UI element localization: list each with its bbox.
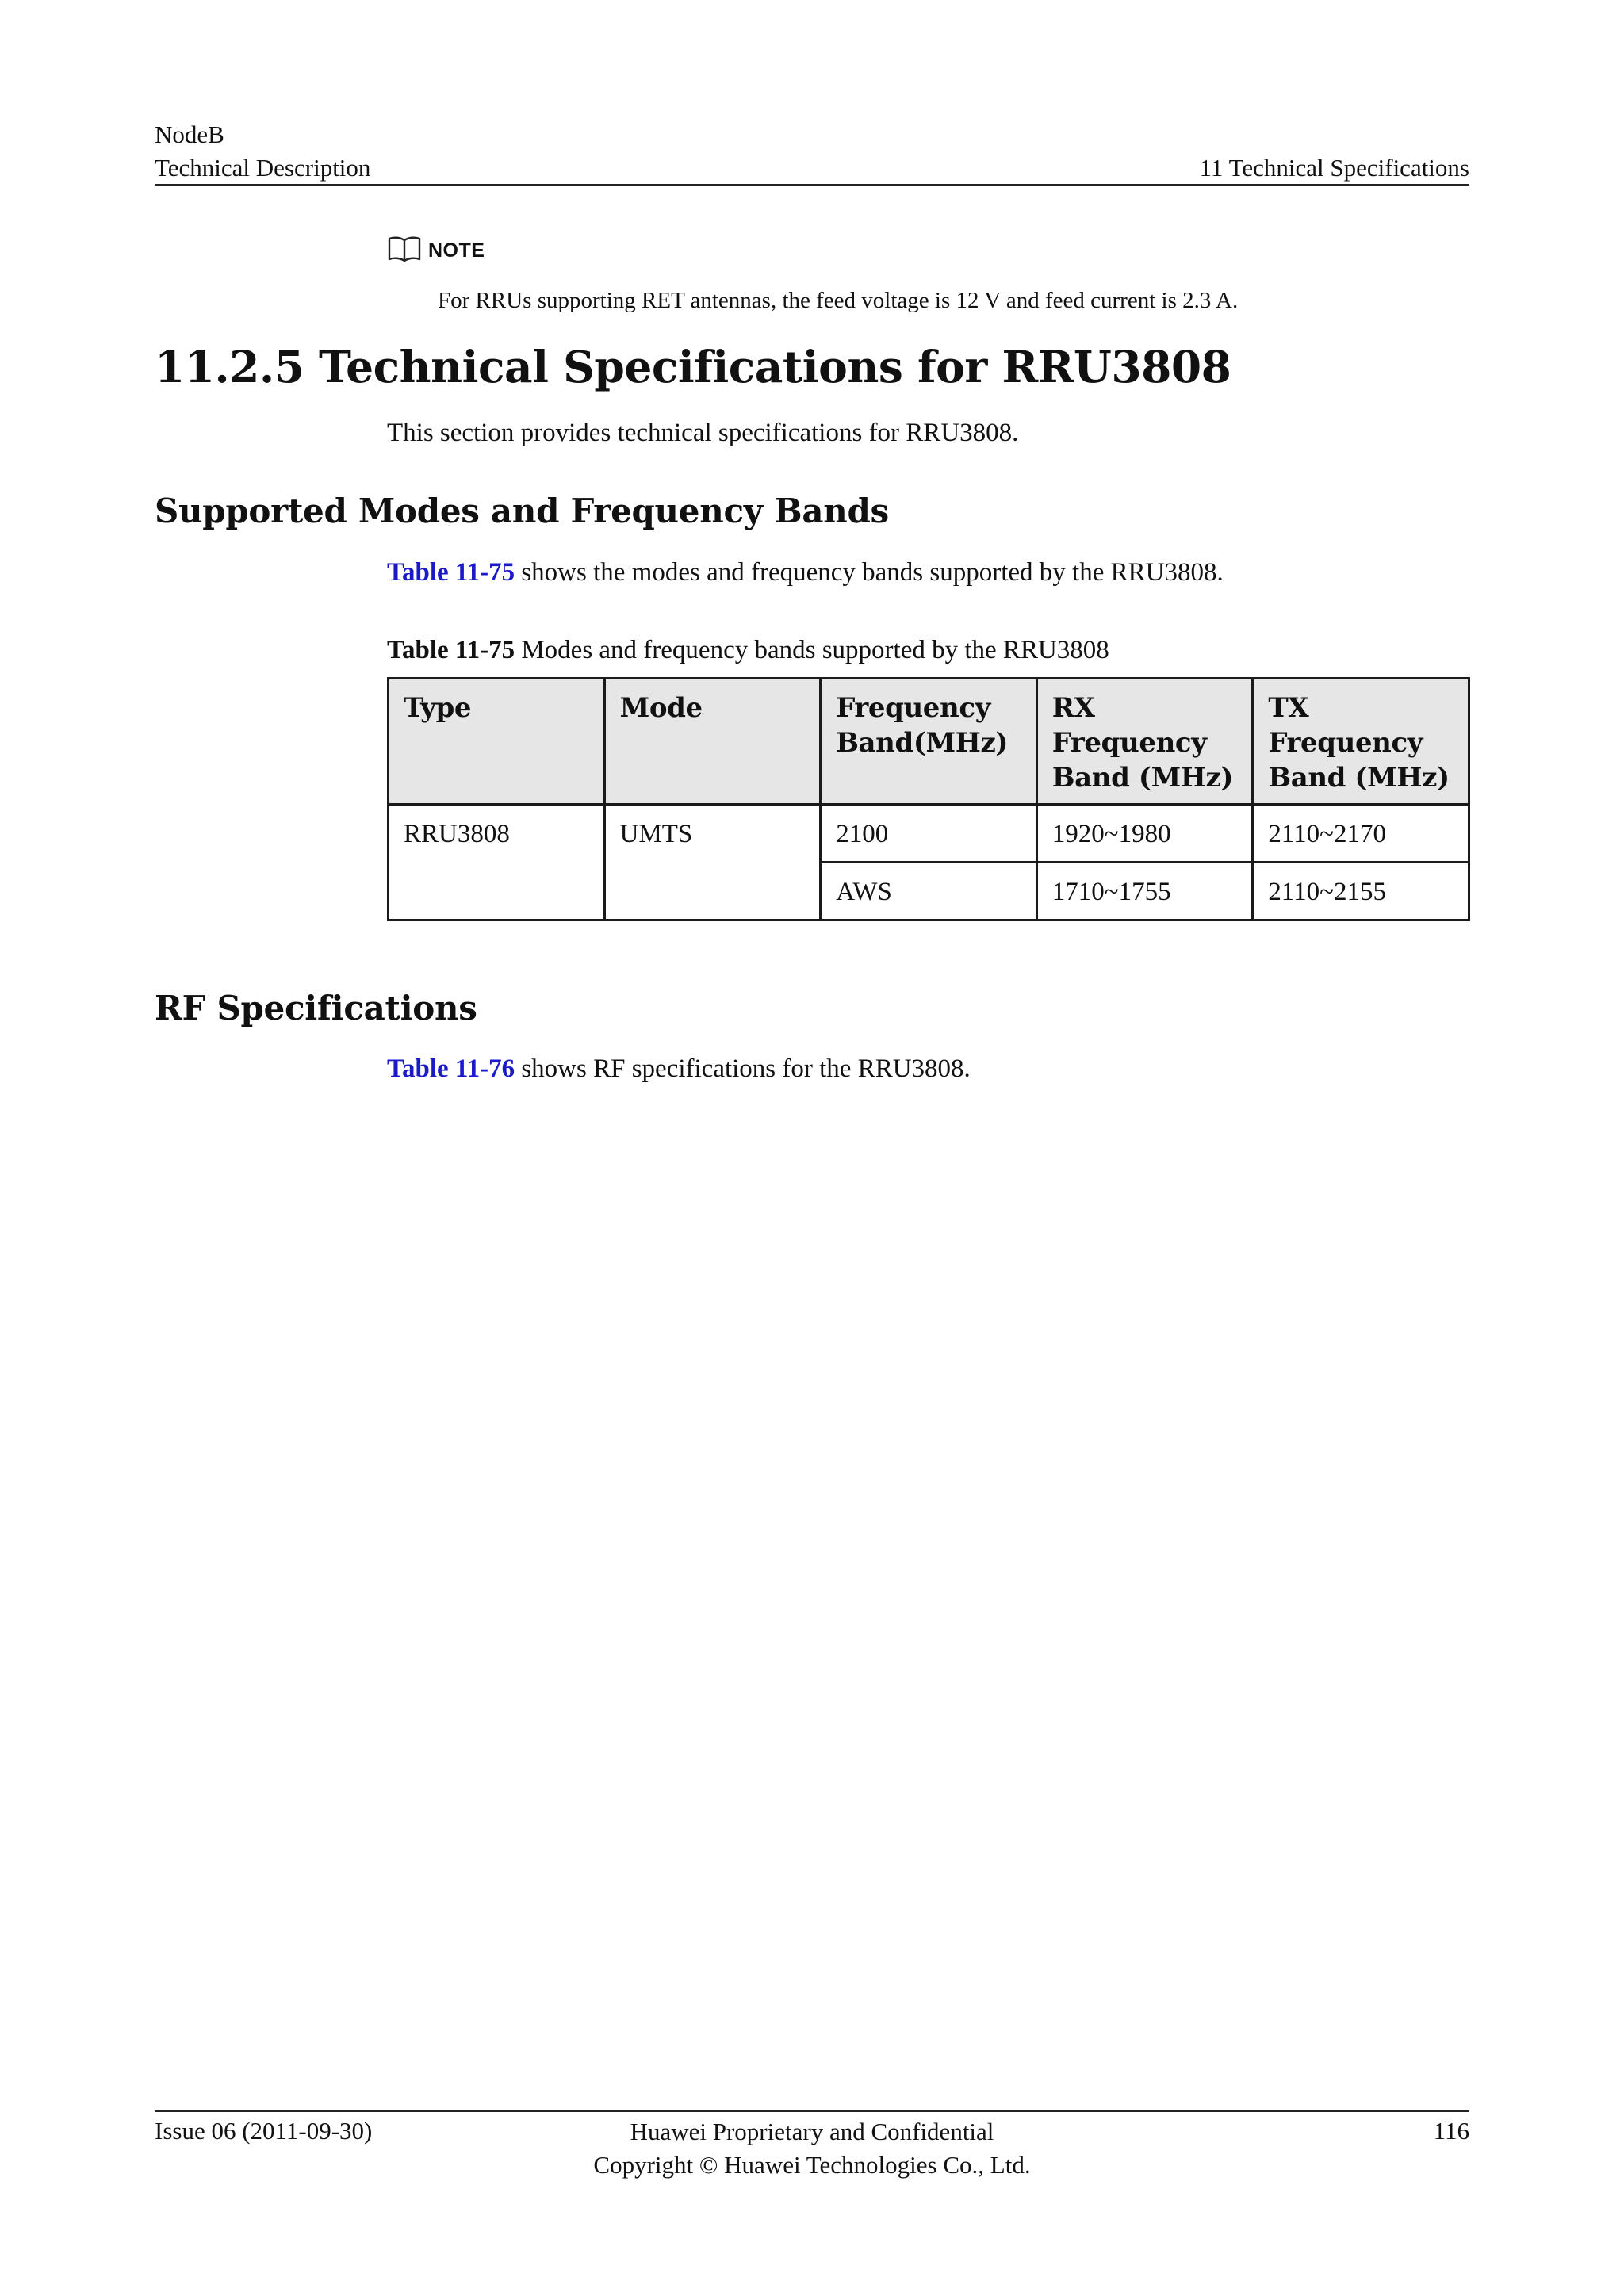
rf-paragraph xyxy=(387,1051,971,1086)
cell-rx: 1710~1755 xyxy=(1036,863,1253,920)
cell-rx: 1920~1980 xyxy=(1036,805,1253,863)
cell-band: AWS xyxy=(821,863,1037,920)
footer-issue: Issue 06 (2011-09-30) xyxy=(155,2117,373,2145)
section-intro: This section provides technical specifications for RRU3808. xyxy=(387,419,1019,447)
modes-heading: Supported Modes and Frequency Bands xyxy=(155,492,889,530)
cell-tx: 2110~2155 xyxy=(1253,863,1469,920)
cell-mode: UMTS xyxy=(604,805,821,920)
table-11-76-link[interactable]: Table 11-76 xyxy=(387,1054,515,1083)
col-header-frequency-band: Frequency Band(MHz) xyxy=(821,679,1037,805)
col-header-rx-frequency-band: RX Frequency Band (MHz) xyxy=(1036,679,1253,805)
modes-paragraph-text: shows the modes and frequency bands supported by the RRU3808. xyxy=(515,558,1224,587)
header-product: NodeB xyxy=(155,121,224,148)
table-caption-label: Table 11-75 xyxy=(387,636,515,664)
modes-paragraph xyxy=(387,555,1224,590)
header-doc-title: Technical Description xyxy=(155,154,371,182)
section-title: 11.2.5 Technical Specifications for RRU3808 xyxy=(155,341,1231,392)
note-text: For RRUs supporting RET antennas, the feed voltage is 12 V and feed current is 2.3 A. xyxy=(438,288,1239,313)
cell-type: RRU3808 xyxy=(389,805,605,920)
rf-paragraph-text: shows RF specifications for the RRU3808. xyxy=(515,1054,971,1083)
table-header-row xyxy=(389,679,1469,805)
table-caption xyxy=(387,633,1109,668)
note-label: NOTE xyxy=(428,239,485,262)
col-header-tx-frequency-band: TX Frequency Band (MHz) xyxy=(1253,679,1469,805)
modes-frequency-table xyxy=(387,677,1470,921)
book-icon xyxy=(387,235,422,263)
col-header-mode: Mode xyxy=(604,679,821,805)
rf-heading: RF Specifications xyxy=(155,989,477,1027)
footer-confidential: Huawei Proprietary and Confidential xyxy=(630,2118,994,2145)
table-row xyxy=(389,805,1469,863)
header-chapter: 11 Technical Specifications xyxy=(1199,154,1469,182)
table-11-75-link[interactable]: Table 11-75 xyxy=(387,558,515,587)
cell-band: 2100 xyxy=(821,805,1037,863)
header-rule xyxy=(155,184,1469,186)
footer-copyright: Copyright © Huawei Technologies Co., Ltd. xyxy=(593,2151,1031,2179)
footer-rule xyxy=(155,2110,1469,2112)
table-caption-text: Modes and frequency bands supported by the RRU3808 xyxy=(515,636,1109,664)
col-header-type: Type xyxy=(389,679,605,805)
cell-tx: 2110~2170 xyxy=(1253,805,1469,863)
footer-page-number: 116 xyxy=(1433,2117,1469,2145)
footer-center xyxy=(0,2115,1624,2182)
